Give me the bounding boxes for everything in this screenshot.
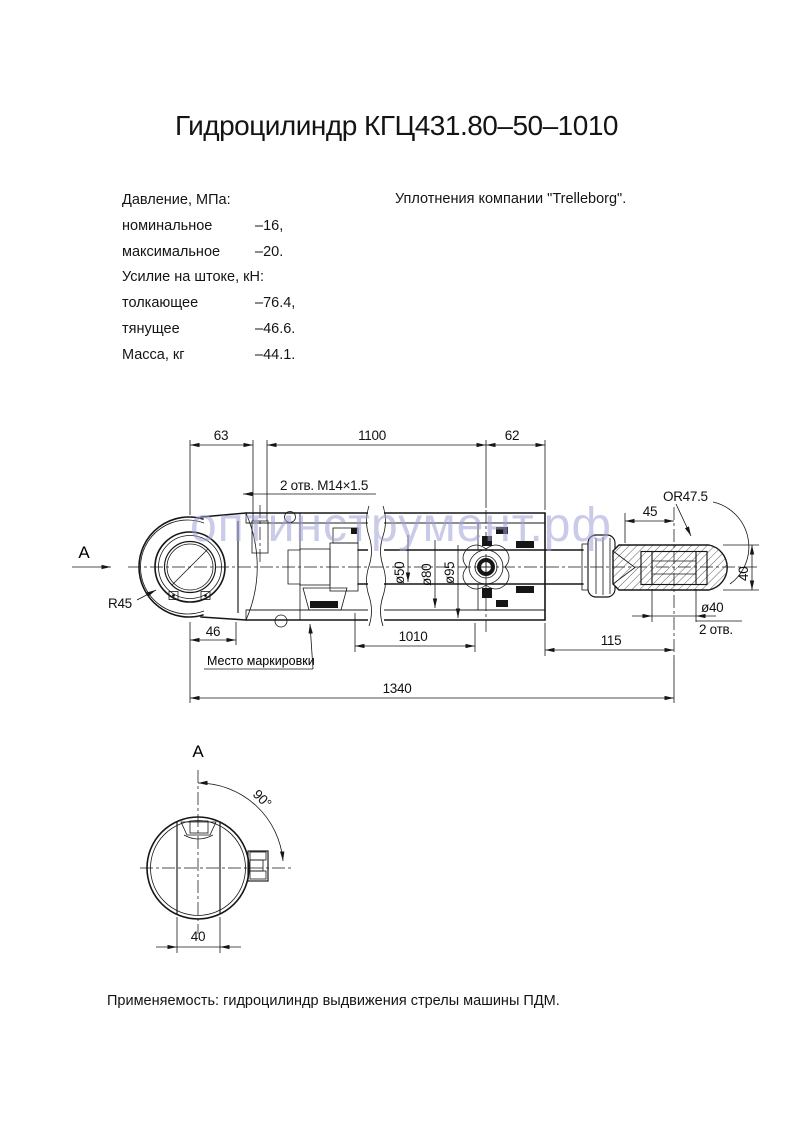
dim-1340-label: 1340 bbox=[382, 681, 412, 696]
break-symbol bbox=[367, 504, 386, 627]
holes-count-label: 2 отв. bbox=[699, 622, 733, 637]
spec-push-value: –76.4, bbox=[255, 295, 296, 312]
spec-pull-value: –46.6. bbox=[255, 320, 296, 337]
spec-force-header: Усилие на штоке, кН: bbox=[122, 269, 264, 286]
spec-mass-label: Масса, кг bbox=[122, 346, 185, 363]
dim-or475-label: OR47.5 bbox=[663, 489, 708, 504]
spec-nominal-value: –16, bbox=[255, 217, 284, 234]
dim-dia40-label: ø40 bbox=[701, 600, 724, 615]
watermark: оптинструмент.рф bbox=[190, 499, 612, 552]
weld-bead-bottom bbox=[275, 615, 287, 627]
side-port-boss bbox=[248, 851, 268, 881]
spec-pressure-header: Давление, МПа: bbox=[122, 192, 231, 208]
dim-45-label: 45 bbox=[642, 504, 658, 519]
section-view bbox=[140, 742, 293, 953]
dim-1100-label: 1100 bbox=[358, 428, 386, 443]
spec-max-label: максимальное bbox=[122, 243, 221, 260]
dim-115-label: 115 bbox=[600, 633, 622, 648]
spec-mass-value: –44.1. bbox=[255, 346, 296, 363]
dim-dia95-label: ø95 bbox=[442, 561, 457, 584]
spec-max-value: –20. bbox=[255, 243, 284, 260]
dim-63-label: 63 bbox=[213, 428, 229, 443]
marking-note-label: Место маркировки bbox=[207, 654, 315, 668]
ports-m14-label: 2 отв. M14×1.5 bbox=[280, 478, 369, 493]
page-title: Гидроцилиндр КГЦ431.80–50–1010 bbox=[175, 110, 618, 141]
seals-note: Уплотнения компании "Trelleborg". bbox=[395, 191, 627, 207]
view-a-arrow-label: A bbox=[78, 543, 90, 562]
eye-mount bbox=[139, 513, 246, 620]
application-note: Применяемость: гидроцилиндр выдвижения стрелы машины ПДМ. bbox=[107, 993, 560, 1009]
dim-40-rodend-label: 40 bbox=[736, 566, 751, 581]
main-view bbox=[72, 428, 759, 703]
dim-dia50-label: ø50 bbox=[392, 561, 407, 584]
angle-90-label: 90° bbox=[249, 786, 275, 811]
spec-push-label: толкающее bbox=[122, 295, 199, 312]
dim-40-section-label: 40 bbox=[190, 929, 206, 944]
piston-assembly bbox=[300, 528, 358, 610]
spec-nominal-label: номинальное bbox=[122, 217, 213, 234]
spec-pull-label: тянущее bbox=[122, 320, 180, 337]
rod-end bbox=[582, 535, 727, 597]
dim-r45-label: R45 bbox=[108, 596, 132, 611]
dim-dia80-label: ø80 bbox=[419, 563, 434, 586]
section-label: A bbox=[192, 742, 204, 761]
dim-62-label: 62 bbox=[504, 428, 520, 443]
dim-1010-label: 1010 bbox=[398, 629, 428, 644]
dim-46-label: 46 bbox=[205, 624, 221, 639]
